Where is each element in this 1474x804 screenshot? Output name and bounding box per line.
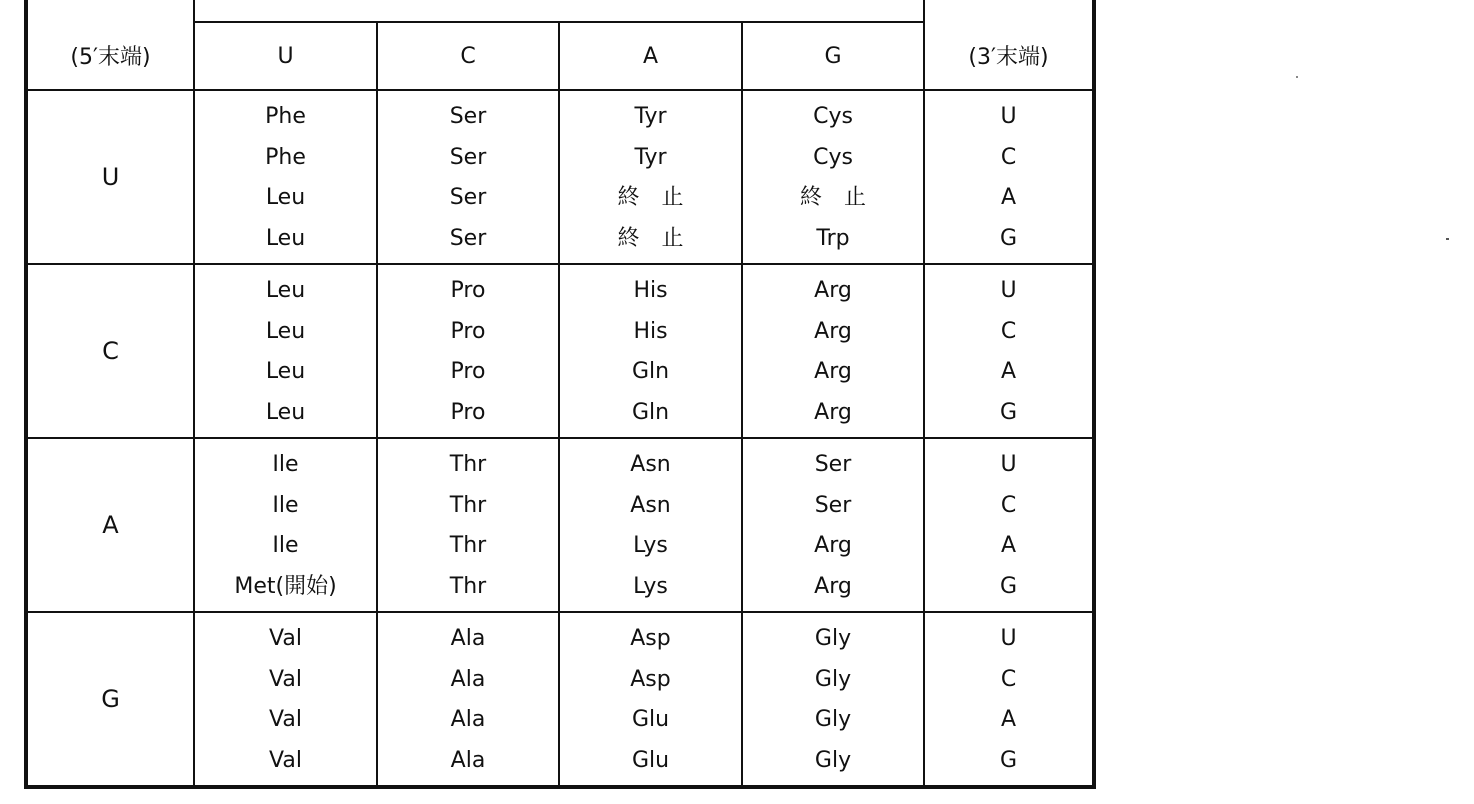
amino-acid: 終 止 xyxy=(799,185,866,210)
amino-acid: Tyr xyxy=(634,144,667,170)
header-row xyxy=(26,22,1094,90)
amino-acid: Arg xyxy=(814,573,852,599)
amino-acid: Pro xyxy=(450,318,486,344)
second-base-header: A xyxy=(559,22,742,90)
amino-acid-cell xyxy=(194,612,377,787)
first-base-header-top xyxy=(26,0,194,22)
second-base-header-top xyxy=(194,0,924,22)
third-base: U xyxy=(1000,626,1017,651)
amino-acid: Ser xyxy=(449,185,487,210)
amino-acid: Trp xyxy=(816,225,850,251)
codon-group-row xyxy=(26,90,1094,264)
amino-acid-cell xyxy=(742,90,924,264)
amino-acid: Ile xyxy=(272,452,299,477)
amino-acid: Phe xyxy=(265,104,306,129)
codon-group-row xyxy=(26,612,1094,787)
amino-acid: Phe xyxy=(265,144,306,170)
amino-acid: Leu xyxy=(265,318,306,344)
amino-acid: Glu xyxy=(631,707,670,732)
amino-acid-cell xyxy=(194,438,377,612)
amino-acid: Leu xyxy=(265,185,306,210)
amino-acid: Asn xyxy=(630,492,671,518)
third-base: C xyxy=(1000,318,1017,344)
amino-acid-cell xyxy=(742,612,924,787)
amino-acid: Arg xyxy=(814,533,852,558)
third-base-cell xyxy=(924,612,1094,787)
amino-acid: Ser xyxy=(814,492,852,518)
amino-acid: Gly xyxy=(814,666,852,692)
amino-acid: Asp xyxy=(630,666,671,692)
amino-acid: Pro xyxy=(450,399,486,425)
amino-acid-cell xyxy=(742,438,924,612)
third-base: C xyxy=(1000,492,1017,518)
scan-speck xyxy=(1296,76,1298,78)
third-base: U xyxy=(1000,452,1017,477)
header-top-strip xyxy=(26,0,1094,22)
amino-acid: Thr xyxy=(449,452,487,477)
amino-acid: Leu xyxy=(265,225,306,251)
amino-acid: Cys xyxy=(813,144,853,170)
amino-acid: Ala xyxy=(450,626,486,651)
first-base-cell: A xyxy=(26,438,194,612)
five-prime-label: (5′末端) xyxy=(26,22,194,90)
third-base: U xyxy=(1000,104,1017,129)
amino-acid: Thr xyxy=(449,573,487,599)
three-prime-label: (3′末端) xyxy=(924,22,1094,90)
codon-table xyxy=(24,0,1096,789)
amino-acid-cell xyxy=(742,264,924,438)
third-base: C xyxy=(1000,144,1017,170)
first-base-cell: C xyxy=(26,264,194,438)
scan-speck xyxy=(1446,238,1449,240)
third-base: U xyxy=(1000,278,1017,303)
amino-acid: 終 止 xyxy=(617,185,684,210)
third-base: A xyxy=(1000,707,1017,732)
amino-acid-cell xyxy=(559,264,742,438)
amino-acid: Gln xyxy=(631,359,670,384)
third-base: G xyxy=(999,399,1018,425)
second-base-header: G xyxy=(742,22,924,90)
amino-acid: Leu xyxy=(265,399,306,425)
amino-acid: Gly xyxy=(814,626,852,651)
amino-acid: Pro xyxy=(450,278,486,303)
third-base-header-top xyxy=(924,0,1094,22)
third-base-cell xyxy=(924,438,1094,612)
amino-acid: Ile xyxy=(272,492,299,518)
amino-acid: Ala xyxy=(450,747,486,773)
third-base-cell xyxy=(924,264,1094,438)
amino-acid: Thr xyxy=(449,492,487,518)
third-base: A xyxy=(1000,359,1017,384)
amino-acid-cell xyxy=(377,438,559,612)
amino-acid: Pro xyxy=(450,359,486,384)
amino-acid: Ser xyxy=(814,452,852,477)
third-base: G xyxy=(999,573,1018,599)
amino-acid: Cys xyxy=(813,104,853,129)
second-base-header: U xyxy=(194,22,377,90)
amino-acid: Met(開始) xyxy=(234,573,337,599)
amino-acid: Asp xyxy=(630,626,671,651)
first-base-cell: U xyxy=(26,90,194,264)
amino-acid: Gln xyxy=(631,399,670,425)
amino-acid-cell xyxy=(194,90,377,264)
amino-acid: Tyr xyxy=(634,104,667,129)
amino-acid: Thr xyxy=(449,533,487,558)
amino-acid: Leu xyxy=(265,278,306,303)
amino-acid: 終 止 xyxy=(617,225,684,251)
amino-acid-cell xyxy=(377,90,559,264)
third-base: G xyxy=(999,225,1018,251)
amino-acid: Ala xyxy=(450,707,486,732)
amino-acid-cell xyxy=(377,612,559,787)
amino-acid: Arg xyxy=(814,399,852,425)
amino-acid: Ser xyxy=(449,144,487,170)
amino-acid: Asn xyxy=(630,452,671,477)
amino-acid: Lys xyxy=(633,533,668,558)
third-base: A xyxy=(1000,185,1017,210)
codon-group-row xyxy=(26,438,1094,612)
amino-acid: His xyxy=(633,318,668,344)
amino-acid: Gly xyxy=(814,747,852,773)
amino-acid: Arg xyxy=(814,318,852,344)
amino-acid: Arg xyxy=(814,278,852,303)
amino-acid: Gly xyxy=(814,707,852,732)
amino-acid: Val xyxy=(269,666,302,692)
amino-acid-cell xyxy=(559,90,742,264)
codon-group-row xyxy=(26,264,1094,438)
amino-acid-cell xyxy=(559,612,742,787)
third-base-cell xyxy=(924,90,1094,264)
amino-acid: Val xyxy=(269,747,302,773)
amino-acid: Glu xyxy=(631,747,670,773)
amino-acid: Ala xyxy=(450,666,486,692)
amino-acid: Arg xyxy=(814,359,852,384)
third-base: G xyxy=(999,747,1018,773)
third-base: C xyxy=(1000,666,1017,692)
amino-acid: Val xyxy=(269,707,302,732)
amino-acid: Lys xyxy=(633,573,668,599)
codon-table-container xyxy=(24,0,1092,789)
amino-acid: His xyxy=(633,278,668,303)
second-base-header: C xyxy=(377,22,559,90)
amino-acid-cell xyxy=(559,438,742,612)
first-base-cell: G xyxy=(26,612,194,787)
amino-acid: Ser xyxy=(449,225,487,251)
amino-acid: Ile xyxy=(272,533,299,558)
third-base: A xyxy=(1000,533,1017,558)
amino-acid: Leu xyxy=(265,359,306,384)
amino-acid-cell xyxy=(194,264,377,438)
amino-acid-cell xyxy=(377,264,559,438)
amino-acid: Ser xyxy=(449,104,487,129)
amino-acid: Val xyxy=(269,626,302,651)
